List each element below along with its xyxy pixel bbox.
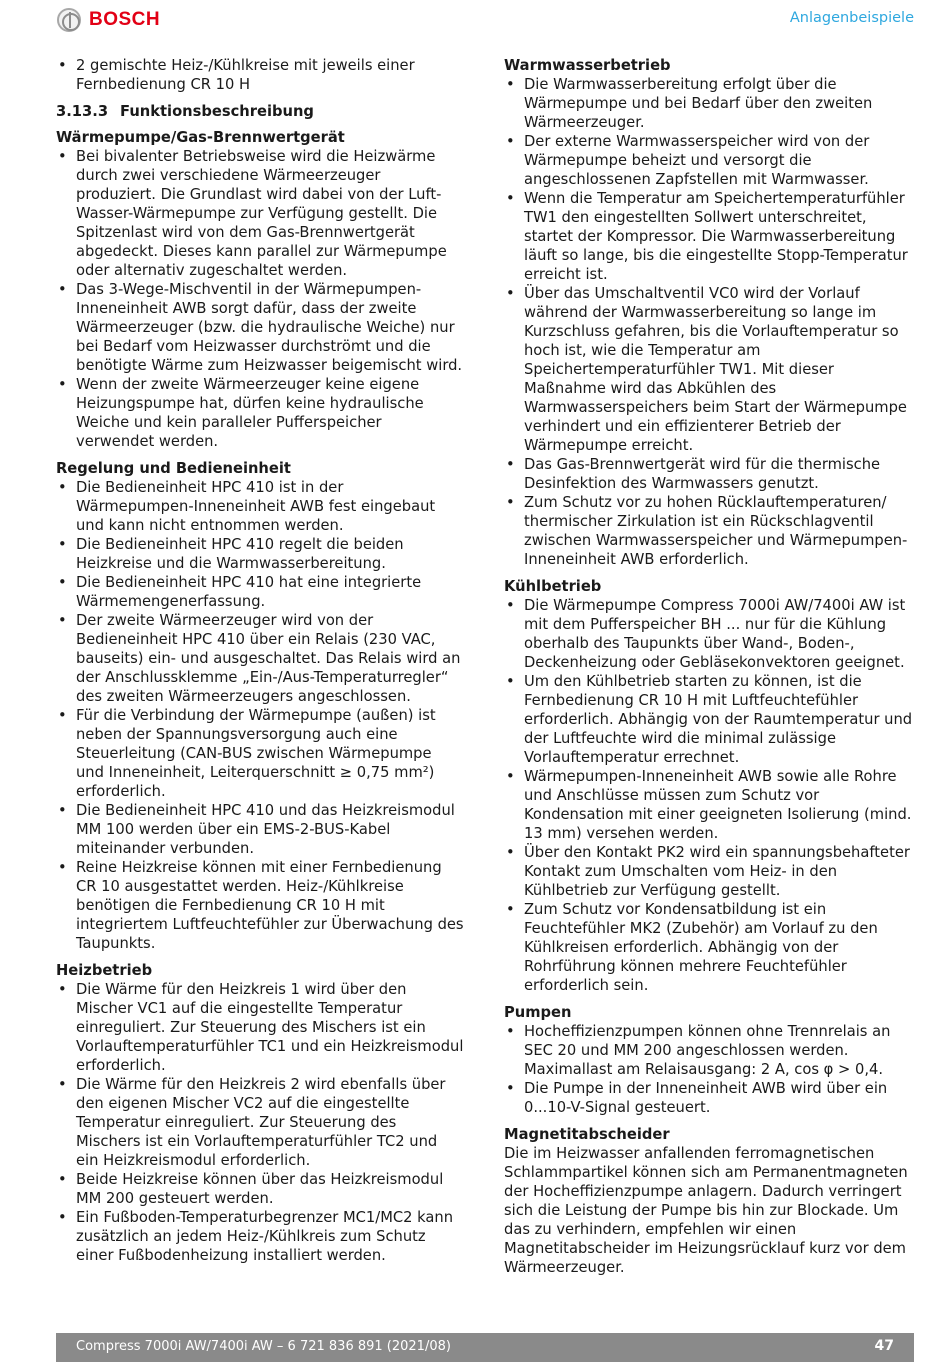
heading-magnetitabscheider: Magnetitabscheider	[504, 1126, 670, 1143]
section-title: Funktionsbeschreibung	[120, 103, 314, 120]
list-item: • 2 gemischte Heiz-/Kühlkreise mit jeweils einer Fernbedienung CR 10 H	[56, 56, 464, 94]
list-item: • Zum Schutz vor zu hohen Rücklauftemperaturen/ thermischer Zirkulation ist ein Rückschlagventil zwischen Warmwasserspeicher und Wärmepumpen-Inneneinheit AWB erforderlich.	[504, 493, 914, 569]
intro-list	[56, 56, 464, 94]
list-item: • Um den Kühlbetrieb starten zu können, ist die Fernbedienung CR 10 H mit Luftfeuchtefühler erforderlich. Abhängig von der Raumtemperatur und der Luftfeuchte wird die minimal zulässige Vorlauftemperatur errechnet.	[504, 672, 914, 767]
heading-regelung: Regelung und Bedieneinheit	[56, 460, 291, 477]
heading-pumpen: Pumpen	[504, 1004, 572, 1021]
footer-document-id: Compress 7000i AW/7400i AW – 6 721 836 891 (2021/08)	[76, 1339, 451, 1354]
list-warmwasser	[504, 75, 914, 569]
heading-waermepumpe: Wärmepumpe/Gas-Brennwertgerät	[56, 129, 345, 146]
brand-name: BOSCH	[89, 9, 161, 30]
list-item: • Die Bedieneinheit HPC 410 regelt die beiden Heizkreise und die Warmwasserbereitung.	[56, 535, 464, 573]
list-item: • Beide Heizkreise können über das Heizkreismodul MM 200 gesteuert werden.	[56, 1170, 464, 1208]
list-item: • Hocheffizienzpumpen können ohne Trennrelais an SEC 20 und MM 200 angeschlossen werden. Maximallast am Relaisausgang: 2 A, cos φ > 0,4.	[504, 1022, 914, 1079]
list-item: • Die Wärme für den Heizkreis 1 wird über den Mischer VC1 auf die eingestellte Temperatur einreguliert. Zur Steuerung des Mischers ist ein Vorlauftemperaturfühler TC1 und ein Heizkreismodul erforderlich.	[56, 980, 464, 1075]
section-label: Anlagenbeispiele	[789, 10, 914, 26]
list-item: • Wärmepumpen-Inneneinheit AWB sowie alle Rohre und Anschlüsse müssen zum Schutz vor Kondensation mit einer geeigneten Isolierung (mind. 13 mm) versehen werden.	[504, 767, 914, 843]
paragraph-magnetitabscheider: Die im Heizwasser anfallenden ferromagnetischen Schlammpartikel können sich am Permanentmagneten der Hocheffizienzpumpe anlagern. Dadurch verringert sich die Leistung der Pumpe bis hin zur Blockade. Um das zu verhindern, empfehlen wir einen Magnetitabscheider im Heizungsrücklauf kurz vor dem Wärmeerzeuger.	[504, 1145, 908, 1276]
list-item: • Die Bedieneinheit HPC 410 ist in der Wärmepumpen-Inneneinheit AWB fest eingebaut und kann nicht entnommen werden.	[56, 478, 464, 535]
list-kuehlbetrieb	[504, 596, 914, 995]
list-item: • Die Bedieneinheit HPC 410 und das Heizkreismodul MM 100 werden über ein EMS-2-BUS-Kabel miteinander verbunden.	[56, 801, 464, 858]
list-item: • Wenn der zweite Wärmeerzeuger keine eigene Heizungspumpe hat, dürfen keine hydraulische Weiche und kein paralleler Pufferspeicher verwendet werden.	[56, 375, 464, 451]
list-item: • Über den Kontakt PK2 wird ein spannungsbehafteter Kontakt zum Umschalten vom Heiz- in den Kühlbetrieb zur Verfügung gestellt.	[504, 843, 914, 900]
list-item: • Die Bedieneinheit HPC 410 hat eine integrierte Wärmemengenerfassung.	[56, 573, 464, 611]
list-item: • Für die Verbindung der Wärmepumpe (außen) ist neben der Spannungsversorgung auch eine Steuerleitung (CAN-BUS zwischen Wärmepumpe und Inneneinheit, Leiterquerschnitt ≥ 0,75 mm²) erforderlich.	[56, 706, 464, 801]
list-item: • Reine Heizkreise können mit einer Fernbedienung CR 10 ausgestattet werden. Heiz-/Kühlkreise benötigen die Fernbedienung CR 10 H mit integriertem Luftfeuchtefühler zur Überwachung des Taupunkts.	[56, 858, 464, 953]
list-regelung	[56, 478, 464, 953]
list-item: • Bei bivalenter Betriebsweise wird die Heizwärme durch zwei verschiedene Wärmeerzeuger produziert. Die Grundlast wird dabei von der Luft-Wasser-Wärmepumpe zur Verfügung gestellt. Die Spitzenlast wird von dem Gas-Brennwertgerät abgedeckt. Dieses kann parallel zur Wärmepumpe oder alternativ zugeschaltet werden.	[56, 147, 464, 280]
section-heading	[56, 102, 464, 121]
list-item: • Zum Schutz vor Kondensatbildung ist ein Feuchtefühler MK2 (Zubehör) am Vorlauf zu den Kühlkreisen erforderlich. Abhängig von der Rohrführung können mehrere Feuchtefühler erforderlich sein.	[504, 900, 914, 995]
list-item: • Die Pumpe in der Inneneinheit AWB wird über ein 0...10-V-Signal gesteuert.	[504, 1079, 914, 1117]
page-footer	[56, 1333, 914, 1362]
right-column	[504, 56, 914, 1285]
heading-warmwasser: Warmwasserbetrieb	[504, 57, 671, 74]
list-item: • Der externe Warmwasserspeicher wird von der Wärmepumpe beheizt und versorgt die angeschlossenen Zapfstellen mit Warmwasser.	[504, 132, 914, 189]
list-item: • Das Gas-Brennwertgerät wird für die thermische Desinfektion des Warmwassers genutzt.	[504, 455, 914, 493]
heading-kuehlbetrieb: Kühlbetrieb	[504, 578, 602, 595]
page-header	[0, 0, 950, 44]
list-item: • Das 3-Wege-Mischventil in der Wärmepumpen-Inneneinheit AWB sorgt dafür, dass der zweite Wärmeerzeuger (bzw. die hydraulische Weiche) nur bei Bedarf vom Heizwasser durchströmt und die benötigte Wärme zum Heizwasser beigemischt wird.	[56, 280, 464, 375]
section-number: 3.13.3	[56, 103, 109, 120]
list-item: • Die Wärmepumpe Compress 7000i AW/7400i AW ist mit dem Pufferspeicher BH ... nur für die Kühlung oberhalb des Taupunkts über Wand-, Boden-, Deckenheizung oder Gebläsekonvektoren geeignet.	[504, 596, 914, 672]
page-number: 47	[874, 1338, 894, 1354]
list-waermepumpe	[56, 147, 464, 451]
list-item: • Ein Fußboden-Temperaturbegrenzer MC1/MC2 kann zusätzlich an jedem Heiz-/Kühlkreis zum Schutz einer Fußbodenheizung installiert werden.	[56, 1208, 464, 1265]
brand-logo	[57, 8, 160, 32]
heading-heizbetrieb: Heizbetrieb	[56, 962, 153, 979]
bosch-armature-logo-icon	[57, 8, 81, 32]
left-column	[56, 56, 464, 1273]
list-item: • Der zweite Wärmeerzeuger wird von der Bedieneinheit HPC 410 über ein Relais (230 VAC, bauseits) ein- und ausgeschaltet. Das Relais wird an der Anschlussklemme „Ein-/Aus-Temperaturregler“ des zweiten Wärmeerzeugers angeschlossen.	[56, 611, 464, 706]
list-item: • Über das Umschaltventil VC0 wird der Vorlauf während der Warmwasserbereitung so lange im Kurzschluss gefahren, bis die Vorlauftemperatur so hoch ist, wie die Temperatur am Speichertemperaturfühler TW1. Mit dieser Maßnahme wird das Abkühlen des Warmwasserspeichers beim Start der Wärmepumpe verhindert und ein effizienterer Betrieb der Wärmepumpe erreicht.	[504, 284, 914, 455]
list-item: • Die Warmwasserbereitung erfolgt über die Wärmepumpe und bei Bedarf über den zweiten Wärmeerzeuger.	[504, 75, 914, 132]
list-heizbetrieb	[56, 980, 464, 1265]
list-pumpen	[504, 1022, 914, 1117]
list-item: • Wenn die Temperatur am Speichertemperaturfühler TW1 den eingestellten Sollwert unterschreitet, startet der Kompressor. Die Warmwasserbereitung läuft so lange, bis die eingestellte Stopp-Temperatur erreicht ist.	[504, 189, 914, 284]
list-item: • Die Wärme für den Heizkreis 2 wird ebenfalls über den eigenen Mischer VC2 auf die eingestellte Temperatur einreguliert. Zur Steuerung des Mischers ist ein Vorlauftemperaturfühler TC2 und ein Heizkreismodul erforderlich.	[56, 1075, 464, 1170]
